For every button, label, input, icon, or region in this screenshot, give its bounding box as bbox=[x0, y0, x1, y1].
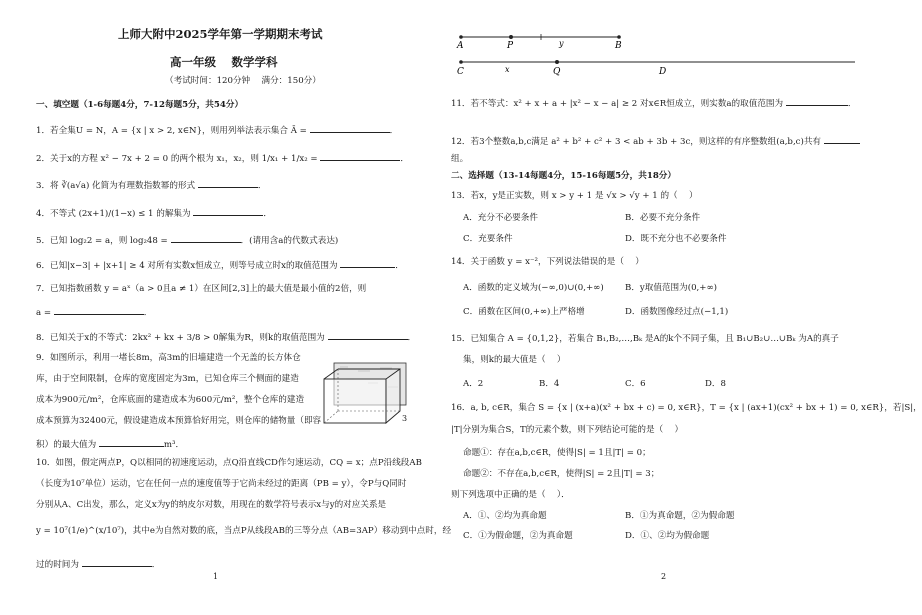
question-10-line-2: （长度为10⁷单位）运动，它在任何一点的速度值等于它尚未经过的距离（PB = y），令P与Q同时 bbox=[36, 479, 407, 489]
question-12-text: 12．若3个整数a,b,c满足 a² + b² + c² + 3 < ab + 3b + 3c，则这样的有序整数组(a,b,c)共有 bbox=[451, 137, 822, 147]
label-q: Q bbox=[553, 67, 561, 77]
question-14-option-d[interactable]: D．函数图像经过点(−1,1) bbox=[625, 307, 729, 317]
question-10-line-4: y = 10⁷(1/e)^(x/10⁷)，其中e为自然对数的底，当点P从线段AB的三等分点（AB=3AP）移动到中点时，经 bbox=[36, 526, 452, 536]
question-1-text: 1．若全集U = N，A = {x | x > 2, x∈N}，则用列举法表示集合 Ā = bbox=[36, 126, 307, 136]
exam-page-2 bbox=[435, 0, 922, 615]
question-10-line-3: 分别从A、C出发，那么，定义x为y的纳皮尔对数，用现在的数学符号表示x与y的对应关系是 bbox=[36, 500, 387, 510]
question-1: 1．若全集U = N，A = {x | x > 2, x∈N}，则用列举法表示集合 Ā = ． bbox=[36, 123, 398, 137]
question-9-line-5 bbox=[36, 437, 184, 451]
question-15-option-b[interactable]: B．4 bbox=[539, 379, 560, 389]
point-a bbox=[459, 35, 463, 39]
answer-blank-6[interactable] bbox=[340, 258, 395, 268]
question-16-option-a[interactable]: A．①、②均为真命题 bbox=[463, 511, 547, 521]
label-c: C bbox=[457, 67, 464, 77]
question-14-option-b[interactable]: B．y取值范围为(0,+∞) bbox=[625, 283, 717, 293]
question-13-option-b[interactable]: B．必要不充分条件 bbox=[625, 213, 701, 223]
question-8: 8．已知关于x的不等式：2kx² + kx + 3/8 > 0解集为R，则k的取值范围为 ． bbox=[36, 330, 416, 344]
answer-blank-5[interactable] bbox=[171, 233, 241, 243]
question-16-option-d[interactable]: D．①、②均为假命题 bbox=[625, 531, 710, 541]
point-p bbox=[509, 35, 513, 39]
page-number-1: 1 bbox=[213, 572, 219, 581]
warehouse-figure bbox=[318, 357, 410, 431]
answer-blank-4[interactable] bbox=[193, 206, 263, 216]
answer-blank-12[interactable] bbox=[824, 134, 860, 144]
question-13: 13．若x，y是正实数，则 x > y + 1 是 √x > √y + 1 的（ ） bbox=[451, 191, 698, 201]
point-q bbox=[555, 60, 559, 64]
label-b: B bbox=[615, 41, 622, 51]
question-16-proposition-2: 命题②：不存在a,b,c∈R，使得|S| = 2且|T| = 3； bbox=[463, 469, 660, 479]
box-front bbox=[324, 379, 386, 423]
answer-blank-11[interactable] bbox=[786, 96, 848, 106]
question-5-note: ．(请用含a的代数式表达) bbox=[240, 236, 339, 246]
answer-blank-9[interactable] bbox=[99, 437, 164, 447]
napier-motion-diagram bbox=[449, 28, 859, 80]
question-15-line-2: 集，则k的最大值是（ ） bbox=[463, 355, 566, 365]
question-10-line-1: 10．如图，假定两点P，Q以相同的初速度运动，点Q沿直线CD作匀速运动，CQ = x；点P沿线段AB bbox=[36, 458, 422, 468]
question-11-text: 11．若不等式：x² + x + a + |x² − x − a| ≥ 2 对x∈R恒成立，则实数a的取值范围为 bbox=[451, 99, 784, 109]
question-6-text: 6．已知|x−3| + |x+1| ≥ 4 对所有实数x恒成立，则等号成立时x的取值范围为 bbox=[36, 261, 338, 271]
question-5 bbox=[36, 233, 338, 247]
question-9-text: 积）的最大值为 bbox=[36, 440, 97, 450]
answer-blank-2[interactable] bbox=[320, 151, 400, 161]
question-15-option-a[interactable]: A．2 bbox=[463, 379, 484, 389]
label-y: y bbox=[559, 39, 564, 48]
question-7-a-label: a = bbox=[36, 308, 52, 318]
page-number-2: 2 bbox=[661, 572, 667, 581]
question-14: 14．关于函数 y = x⁻²，下列说法错误的是（ ） bbox=[451, 257, 644, 267]
answer-blank-10[interactable] bbox=[82, 557, 152, 567]
label-d: D bbox=[659, 67, 667, 77]
question-7-text: 7．已知指数函数 y = aˣ（a > 0且a ≠ 1）在区间[2,3]上的最大值是最小值的2倍，则 bbox=[36, 284, 367, 294]
question-16-line-2: |T|分别为集合S，T的元素个数，则下列结论可能的是（ ） bbox=[451, 425, 684, 435]
answer-blank-1[interactable] bbox=[310, 123, 390, 133]
question-10-line-5: 过的时间为 ． bbox=[36, 557, 160, 571]
section-fill-blank-heading: 一、填空题（1-6每题4分，7-12每题5分，共54分） bbox=[36, 100, 244, 110]
question-15-line-1: 15．已知集合 A = {0,1,2}，若集合 B₁,B₂,…,Bₖ 是A的k个不同子集，且 B₁∪B₂∪…∪Bₖ 为A的真子 bbox=[451, 334, 839, 344]
question-6: 6．已知|x−3| + |x+1| ≥ 4 对所有实数x恒成立，则等号成立时x的取值范围为 ． bbox=[36, 258, 404, 272]
question-14-option-a[interactable]: A．函数的定义域为(−∞,0)∪(0,+∞) bbox=[463, 283, 604, 293]
question-2-expression: 1/x₁ + 1/x₂ = bbox=[261, 154, 318, 164]
point-c bbox=[459, 60, 463, 64]
label-a: A bbox=[457, 41, 464, 51]
question-3-text: 3．将 ∛(a√a) 化简为有理数指数幂的形式 bbox=[36, 181, 196, 191]
question-16-line-1: 16．a, b, c∈R，集合 S = {x | (x+a)(x² + bx + c) = 0, x∈R}，T = {x | (ax+1)(cx² + bx + 1) = 0, x∈R}，若|S|， bbox=[451, 403, 922, 413]
question-15-option-d[interactable]: D．8 bbox=[705, 379, 726, 389]
question-16-option-b[interactable]: B．①为真命题，②为假命题 bbox=[625, 511, 735, 521]
question-12-suffix: 组。 bbox=[451, 154, 469, 164]
question-7 bbox=[36, 284, 366, 295]
question-9-line-3: 成本为900元/m²，仓库底面的建造成本为600元/m²，整个仓库的建造 bbox=[36, 395, 305, 405]
box-side bbox=[386, 369, 400, 423]
question-9-unit: m³． bbox=[163, 440, 185, 450]
exam-info: （考试时间：120分钟 满分：150分） bbox=[165, 76, 321, 86]
question-13-option-c[interactable]: C．充要条件 bbox=[463, 234, 513, 244]
question-10-text: 过的时间为 bbox=[36, 560, 79, 570]
question-5-text: 5．已知 log₂2 = a，则 log₂48 = bbox=[36, 236, 168, 246]
question-15-option-c[interactable]: C．6 bbox=[625, 379, 646, 389]
question-4-text: 4．不等式 (2x+1)/(1−x) ≤ 1 的解集为 bbox=[36, 209, 191, 219]
question-8-text: 8．已知关于x的不等式：2kx² + kx + 3/8 > 0解集为R，则k的取值范围为 bbox=[36, 333, 325, 343]
question-16-proposition-1: 命题①：存在a,b,c∈R，使得|S| = 1且|T| = 0； bbox=[463, 448, 651, 458]
exam-page-1 bbox=[0, 0, 452, 615]
question-3: 3．将 ∛(a√a) 化简为有理数指数幂的形式 ． bbox=[36, 178, 267, 192]
figure-dimension-label: 3 bbox=[402, 414, 408, 423]
question-2-text: 2．关于x的方程 x² − 7x + 2 = 0 的两个根为 x₁，x₂，则 bbox=[36, 154, 259, 164]
exam-title: 上师大附中2025学年第一学期期末考试 bbox=[118, 27, 323, 41]
question-12 bbox=[451, 134, 860, 148]
question-14-option-c[interactable]: C．函数在区间(0,+∞)上严格增 bbox=[463, 307, 585, 317]
question-7-answer-line: a = ． bbox=[36, 305, 152, 319]
question-13-option-a[interactable]: A．充分不必要条件 bbox=[463, 213, 538, 223]
section-choice-heading: 二、选择题（13-14每题4分，15-16每题5分，共18分） bbox=[451, 171, 676, 181]
question-4: 4．不等式 (2x+1)/(1−x) ≤ 1 的解集为 ． bbox=[36, 206, 272, 220]
question-11: 11．若不等式：x² + x + a + |x² − x − a| ≥ 2 对x∈R恒成立，则实数a的取值范围为 ． bbox=[451, 96, 856, 110]
label-x: x bbox=[505, 65, 510, 74]
question-9-line-1: 9．如图所示，利用一堵长8m，高3m的旧墙建造一个无盖的长方体仓 bbox=[36, 353, 301, 363]
question-16-line-3: 则下列选项中正确的是（ ）． bbox=[451, 490, 570, 500]
question-13-option-d[interactable]: D．既不充分也不必要条件 bbox=[625, 234, 727, 244]
question-16-option-c[interactable]: C．①为假命题，②为真命题 bbox=[463, 531, 573, 541]
exam-subtitle: 高一年级 数学学科 bbox=[170, 55, 278, 69]
question-9-line-4: 成本预算为32400元，假设建造成本预算恰好用完，则仓库的储物量（即容 bbox=[36, 416, 322, 426]
question-2: 2．关于x的方程 x² − 7x + 2 = 0 的两个根为 x₁，x₂，则 1/x₁ + 1/x₂ = ． bbox=[36, 151, 409, 165]
point-b bbox=[617, 35, 621, 39]
answer-blank-3[interactable] bbox=[198, 178, 258, 188]
answer-blank-8[interactable] bbox=[328, 330, 408, 340]
answer-blank-7[interactable] bbox=[54, 305, 144, 315]
label-p: P bbox=[507, 41, 514, 51]
question-9-line-2: 库，由于空间限制，仓库的宽度固定为3m，已知仓库三个侧面的建造 bbox=[36, 374, 299, 384]
